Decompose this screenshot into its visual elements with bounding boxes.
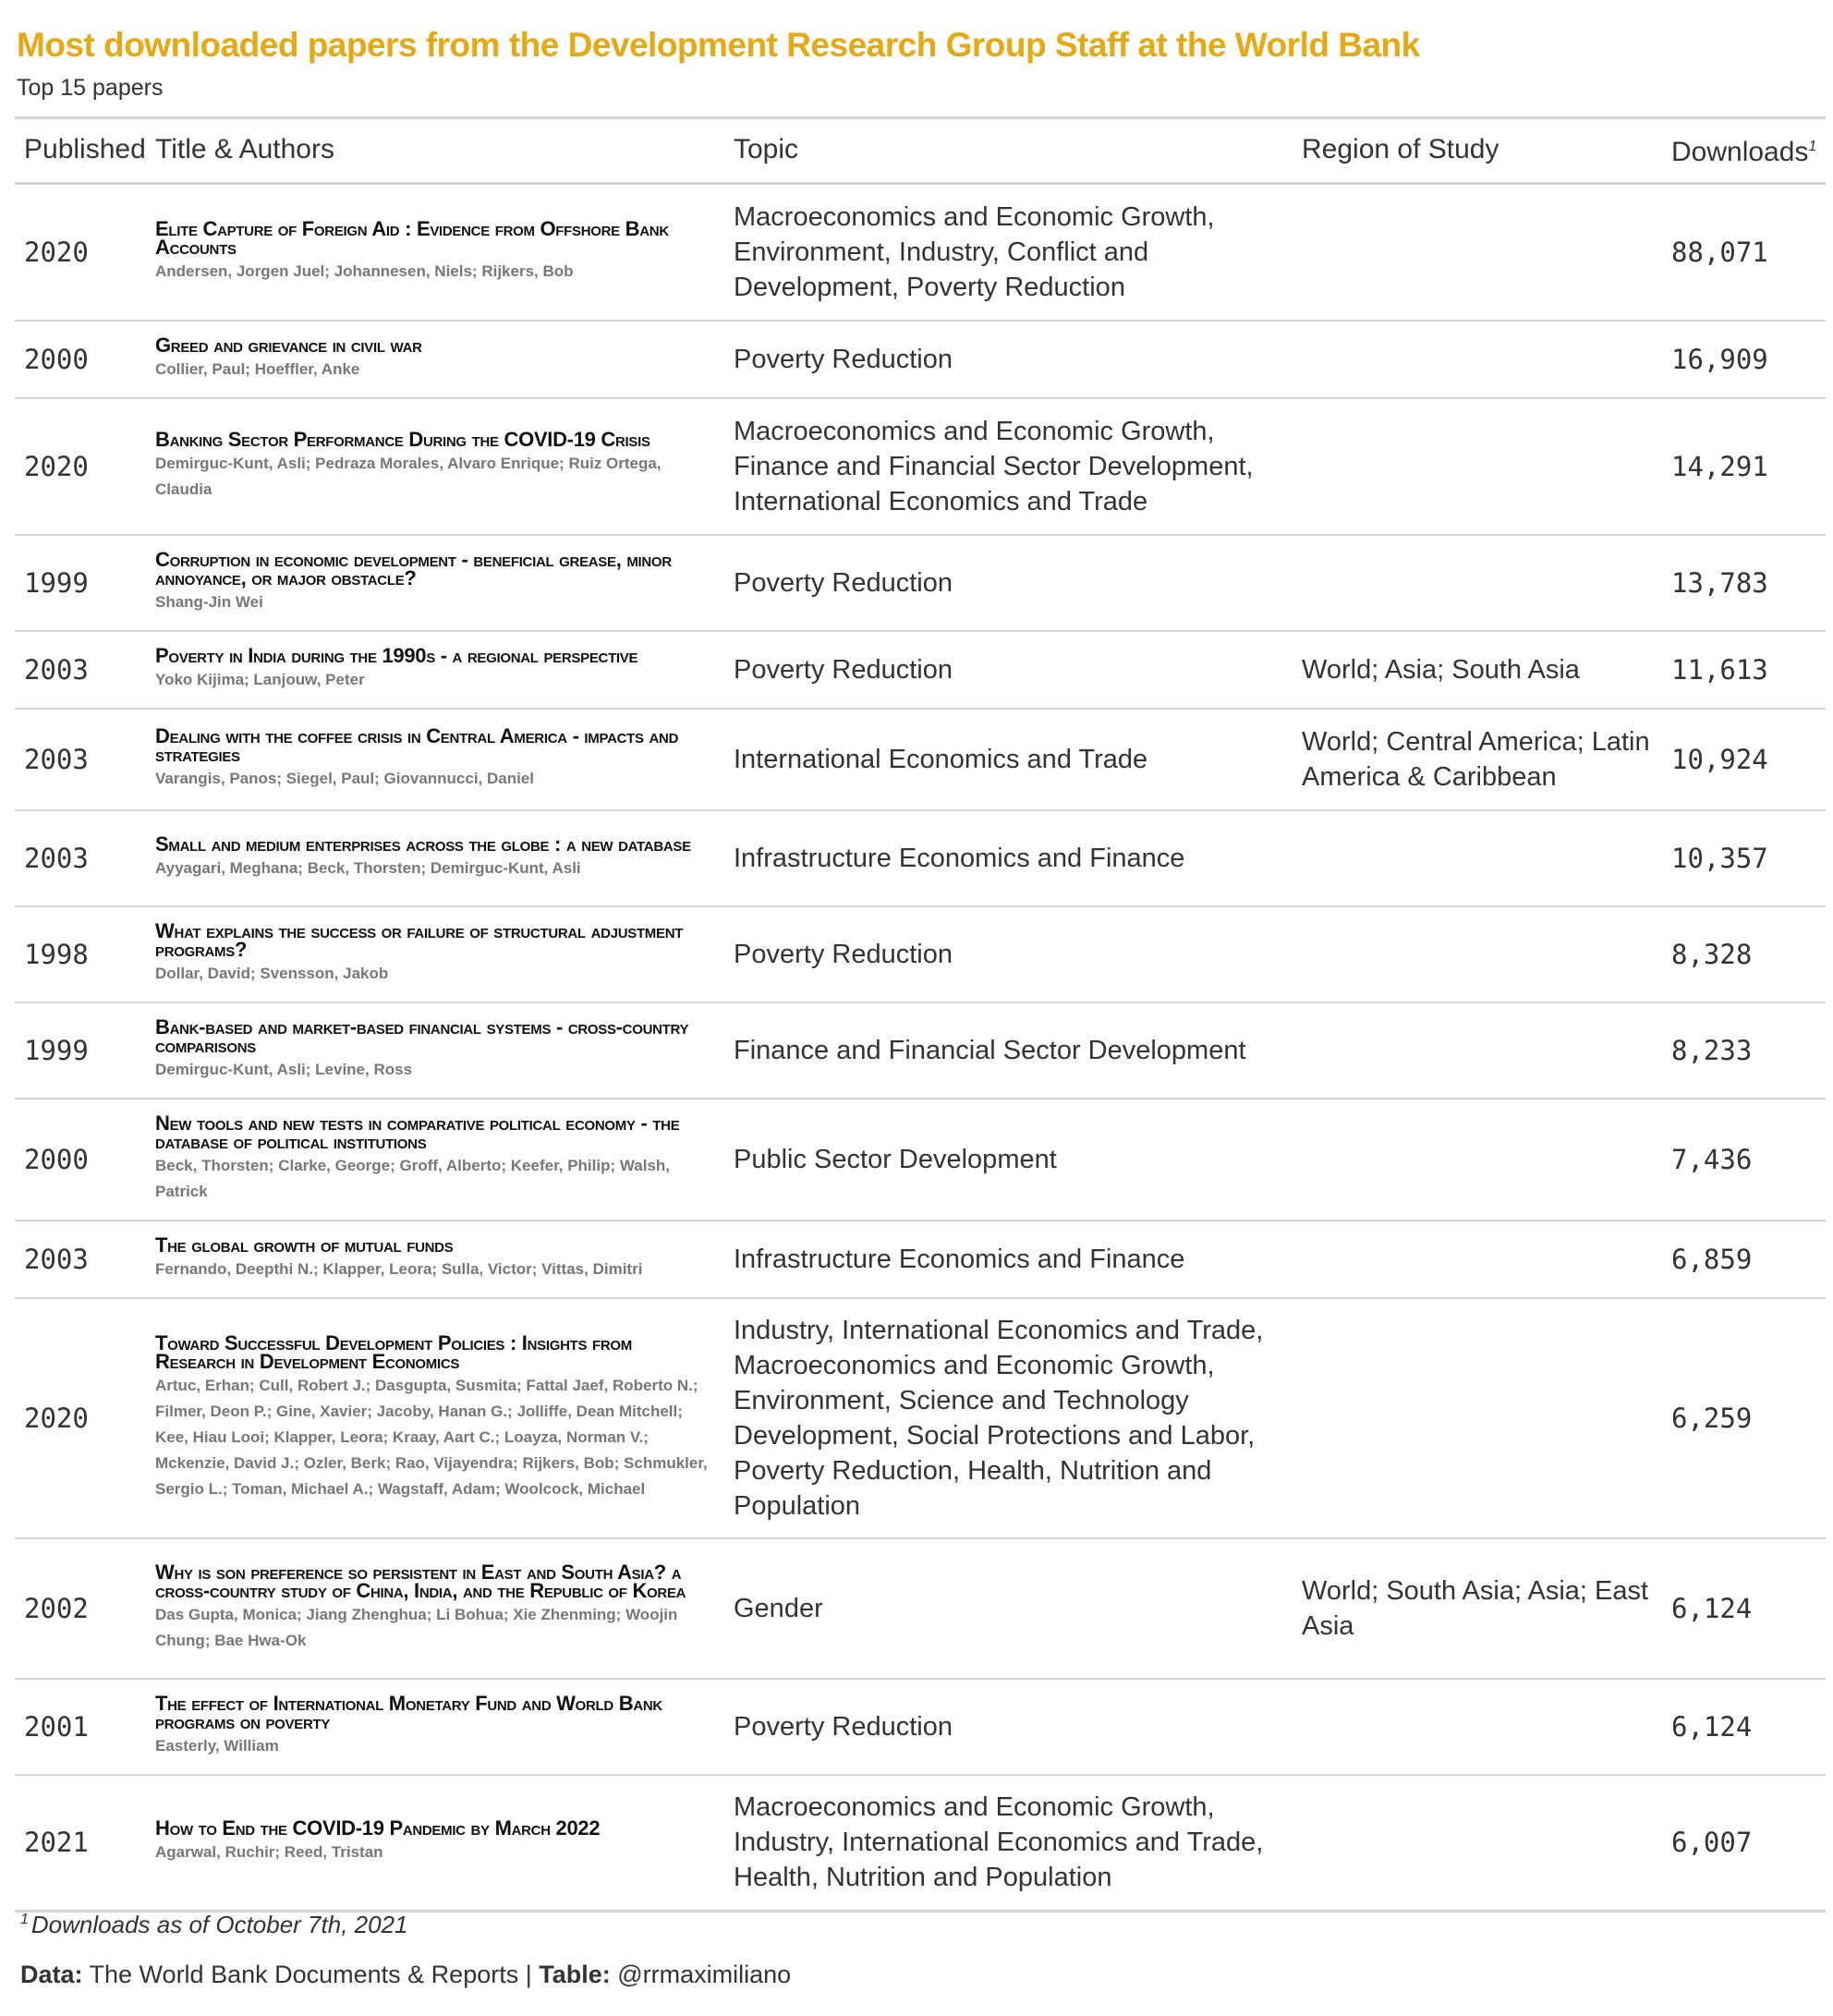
cell-downloads: 88,071	[1662, 184, 1826, 321]
paper-title: Why is son preference so persistent in East and South Asia? a cross-country study of China, India, and the Republic of Korea	[155, 1560, 686, 1602]
table-row	[15, 1002, 1826, 1099]
cell-region	[1293, 906, 1662, 1002]
cell-region	[1293, 1221, 1662, 1298]
paper-title: Toward Successful Development Policies : Insights from Research in Development Economics	[155, 1330, 632, 1373]
paper-title: The global growth of mutual funds	[155, 1233, 454, 1257]
cell-published: 2003	[15, 1221, 146, 1298]
cell-region: World; Asia; South Asia	[1293, 631, 1662, 709]
column-header-topic: Topic	[724, 118, 1293, 184]
paper-authors: Easterly, William	[155, 1736, 279, 1755]
cell-topic: International Economics and Trade	[724, 709, 1293, 810]
table-row	[15, 1221, 1826, 1298]
table-row	[15, 184, 1826, 321]
cell-published: 2001	[15, 1679, 146, 1775]
cell-downloads: 11,613	[1662, 631, 1826, 709]
cell-title-authors	[146, 1298, 724, 1538]
cell-topic: Macroeconomics and Economic Growth, Finance and Financial Sector Development, International Economics and Trade	[724, 398, 1293, 535]
cell-downloads: 16,909	[1662, 321, 1826, 398]
paper-authors: Fernando, Deepthi N.; Klapper, Leora; Sulla, Victor; Vittas, Dimitri	[155, 1259, 643, 1278]
source-data-value: The World Bank Documents & Reports |	[82, 1961, 540, 1988]
cell-published: 2000	[15, 321, 146, 398]
table-row	[15, 906, 1826, 1002]
cell-title-authors	[146, 631, 724, 709]
source-credit	[20, 1961, 791, 1989]
cell-topic: Finance and Financial Sector Development	[724, 1002, 1293, 1099]
cell-region	[1293, 1679, 1662, 1775]
cell-published: 2003	[15, 709, 146, 810]
cell-title-authors	[146, 810, 724, 906]
table-header-row	[15, 118, 1826, 184]
page-subtitle: Top 15 papers	[17, 75, 164, 101]
cell-topic: Poverty Reduction	[724, 906, 1293, 1002]
paper-authors: Andersen, Jorgen Juel; Johannesen, Niels; Rijkers, Bob	[155, 261, 574, 280]
table-body	[15, 184, 1826, 1912]
cell-title-authors	[146, 906, 724, 1002]
paper-authors: Varangis, Panos; Siegel, Paul; Giovannucci, Daniel	[155, 769, 535, 787]
paper-authors: Das Gupta, Monica; Jiang Zhenghua; Li Bohua; Xie Zhenming; Woojin Chung; Bae Hwa-Ok	[155, 1605, 678, 1649]
cell-published: 1998	[15, 906, 146, 1002]
cell-topic: Poverty Reduction	[724, 535, 1293, 631]
table-row	[15, 1099, 1826, 1221]
cell-published: 2020	[15, 1298, 146, 1538]
paper-authors: Dollar, David; Svensson, Jakob	[155, 964, 389, 982]
cell-downloads: 6,259	[1662, 1298, 1826, 1538]
cell-topic: Poverty Reduction	[724, 631, 1293, 709]
footnote-marker: 1	[20, 1912, 29, 1928]
cell-downloads: 7,436	[1662, 1099, 1826, 1221]
downloads-footnote-marker: 1	[1808, 139, 1817, 154]
cell-topic: Macroeconomics and Economic Growth, Industry, International Economics and Trade, Health, Nutrition and Population	[724, 1775, 1293, 1912]
paper-authors: Collier, Paul; Hoeffler, Anke	[155, 359, 360, 378]
cell-topic: Infrastructure Economics and Finance	[724, 1221, 1293, 1298]
source-table-value: @rrmaximiliano	[610, 1961, 792, 1988]
paper-title: Bank-based and market-based financial systems - cross-country comparisons	[155, 1014, 689, 1057]
cell-title-authors	[146, 184, 724, 321]
cell-title-authors	[146, 321, 724, 398]
cell-region	[1293, 535, 1662, 631]
paper-title: Poverty in India during the 1990s - a regional perspective	[155, 643, 638, 667]
cell-downloads: 8,233	[1662, 1002, 1826, 1099]
cell-downloads: 6,124	[1662, 1538, 1826, 1679]
cell-published: 1999	[15, 1002, 146, 1099]
cell-published: 2020	[15, 398, 146, 535]
paper-authors: Yoko Kijima; Lanjouw, Peter	[155, 670, 365, 688]
paper-authors: Shang-Jin Wei	[155, 592, 263, 611]
paper-authors: Artuc, Erhan; Cull, Robert J.; Dasgupta, Susmita; Fattal Jaef, Roberto N.; Filmer, Deon P.; Gine, Xavier; Jacoby, Hanan G.; Jolliffe, Dean Mitchell; Kee, Hiau Looi; Klapper, Leora; Kraay, Aart C.; Loayza, Norman V.; Mckenzie, David J.; Ozler, Berk; Rao, Vijayendra; Rijkers, Bob; Schmukler, Sergio L.; Toman, Michael A.; Wagstaff, Adam; Woolcock, Michael	[155, 1376, 708, 1498]
cell-topic: Poverty Reduction	[724, 321, 1293, 398]
cell-title-authors	[146, 398, 724, 535]
cell-downloads: 6,007	[1662, 1775, 1826, 1912]
footnote	[20, 1911, 408, 1939]
paper-title: Small and medium enterprises across the globe : a new database	[155, 832, 691, 856]
cell-region	[1293, 1099, 1662, 1221]
paper-title: Elite Capture of Foreign Aid : Evidence from Offshore Bank Accounts	[155, 216, 669, 259]
cell-topic: Infrastructure Economics and Finance	[724, 810, 1293, 906]
cell-region	[1293, 1775, 1662, 1912]
paper-title: Corruption in economic development - beneficial grease, minor annoyance, or major obstacle?	[155, 547, 672, 589]
cell-downloads: 8,328	[1662, 906, 1826, 1002]
paper-title: New tools and new tests in comparative political economy - the database of political institutions	[155, 1111, 680, 1153]
cell-title-authors	[146, 709, 724, 810]
paper-title: How to End the COVID-19 Pandemic by March 2022	[155, 1816, 601, 1840]
column-header-downloads	[1662, 118, 1826, 184]
column-header-published: Published	[15, 118, 146, 184]
table-row	[15, 535, 1826, 631]
cell-region: World; Central America; Latin America & Caribbean	[1293, 709, 1662, 810]
cell-region	[1293, 184, 1662, 321]
paper-title: Greed and grievance in civil war	[155, 333, 422, 357]
cell-title-authors	[146, 1538, 724, 1679]
cell-downloads: 10,924	[1662, 709, 1826, 810]
cell-published: 2003	[15, 810, 146, 906]
table-row	[15, 1679, 1826, 1775]
cell-title-authors	[146, 1099, 724, 1221]
column-header-title-authors: Title & Authors	[146, 118, 724, 184]
cell-published: 2002	[15, 1538, 146, 1679]
column-header-downloads-label: Downloads	[1671, 137, 1809, 167]
paper-authors: Demirguc-Kunt, Asli; Pedraza Morales, Alvaro Enrique; Ruiz Ortega, Claudia	[155, 454, 662, 498]
cell-title-authors	[146, 1221, 724, 1298]
paper-authors: Agarwal, Ruchir; Reed, Tristan	[155, 1843, 383, 1862]
paper-authors: Demirguc-Kunt, Asli; Levine, Ross	[155, 1060, 413, 1078]
cell-region	[1293, 321, 1662, 398]
cell-topic: Gender	[724, 1538, 1293, 1679]
cell-downloads: 6,859	[1662, 1221, 1826, 1298]
page-title: Most downloaded papers from the Development Research Group Staff at the World Bank	[17, 26, 1420, 64]
cell-region	[1293, 810, 1662, 906]
table-row	[15, 398, 1826, 535]
cell-topic: Public Sector Development	[724, 1099, 1293, 1221]
table-row	[15, 1298, 1826, 1538]
cell-region	[1293, 1002, 1662, 1099]
paper-title: Banking Sector Performance During the COVID-19 Crisis	[155, 427, 650, 451]
cell-region	[1293, 398, 1662, 535]
table-row	[15, 1538, 1826, 1679]
cell-region	[1293, 1298, 1662, 1538]
cell-published: 2000	[15, 1099, 146, 1221]
cell-downloads: 10,357	[1662, 810, 1826, 906]
paper-authors: Ayyagari, Meghana; Beck, Thorsten; Demirguc-Kunt, Asli	[155, 858, 581, 877]
cell-published: 1999	[15, 535, 146, 631]
table-row	[15, 631, 1826, 709]
cell-topic: Macroeconomics and Economic Growth, Environment, Industry, Conflict and Development, Poverty Reduction	[724, 184, 1293, 321]
table-row	[15, 709, 1826, 810]
papers-table	[15, 116, 1826, 1913]
cell-published: 2003	[15, 631, 146, 709]
column-header-region: Region of Study	[1293, 118, 1662, 184]
paper-title: The effect of International Monetary Fund and World Bank programs on poverty	[155, 1691, 662, 1733]
source-table-label: Table:	[539, 1961, 611, 1988]
cell-topic: Poverty Reduction	[724, 1679, 1293, 1775]
paper-title: What explains the success or failure of structural adjustment programs?	[155, 918, 684, 961]
cell-title-authors	[146, 535, 724, 631]
table-row	[15, 810, 1826, 906]
cell-downloads: 14,291	[1662, 398, 1826, 535]
source-data-label: Data:	[20, 1961, 83, 1988]
paper-authors: Beck, Thorsten; Clarke, George; Groff, Alberto; Keefer, Philip; Walsh, Patrick	[155, 1156, 671, 1200]
cell-title-authors	[146, 1679, 724, 1775]
cell-topic: Industry, International Economics and Trade, Macroeconomics and Economic Growth, Environment, Science and Technology Development, Social Protections and Labor, Poverty Reduction, Health, Nutrition and Population	[724, 1298, 1293, 1538]
cell-published: 2021	[15, 1775, 146, 1912]
table-row	[15, 321, 1826, 398]
cell-published: 2020	[15, 184, 146, 321]
cell-region: World; South Asia; Asia; East Asia	[1293, 1538, 1662, 1679]
cell-title-authors	[146, 1002, 724, 1099]
cell-downloads: 6,124	[1662, 1679, 1826, 1775]
cell-downloads: 13,783	[1662, 535, 1826, 631]
cell-title-authors	[146, 1775, 724, 1912]
table-row	[15, 1775, 1826, 1912]
footnote-text: Downloads as of October 7th, 2021	[30, 1911, 408, 1938]
paper-title: Dealing with the coffee crisis in Central America - impacts and strategies	[155, 723, 679, 766]
